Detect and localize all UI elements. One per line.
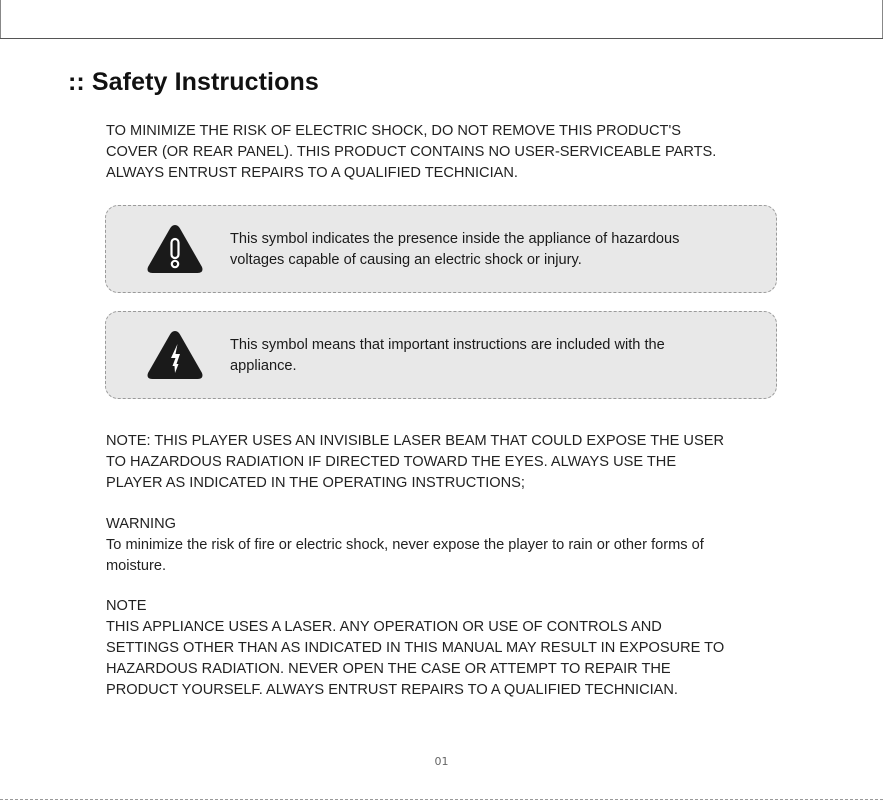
note-line: HAZARDOUS RADIATION. NEVER OPEN THE CASE OR ATTEMPT TO REPAIR THE [106, 661, 671, 677]
exclamation-warning-icon [145, 222, 205, 276]
warning-line: moisture. [106, 558, 167, 574]
note-heading: NOTE [106, 598, 147, 614]
intro-paragraph [106, 121, 796, 184]
lightning-warning-icon [145, 328, 205, 382]
page-title: :: Safety Instructions [68, 68, 319, 96]
symbol-line: This symbol means that important instructions are included with the [230, 337, 665, 353]
header-rule [0, 38, 883, 39]
note-line: THIS APPLIANCE USES A LASER. ANY OPERATION OR USE OF CONTROLS AND [106, 619, 662, 635]
laser-note-line: PLAYER AS INDICATED IN THE OPERATING INSTRUCTIONS; [106, 475, 525, 491]
symbol-line: voltages capable of causing an electric shock or injury. [230, 252, 582, 268]
symbol-box-hazardous-voltage [105, 205, 777, 293]
laser-note-line: NOTE: THIS PLAYER USES AN INVISIBLE LASER BEAM THAT COULD EXPOSE THE USER [106, 433, 724, 449]
page-corner-left [0, 0, 1, 38]
symbol-description [230, 335, 760, 377]
warning-paragraph [106, 535, 796, 577]
page-number: 01 [434, 755, 449, 768]
symbol-line: appliance. [230, 358, 297, 374]
symbol-line: This symbol indicates the presence inside the appliance of hazardous [230, 231, 680, 247]
symbol-box-important-instructions [105, 311, 777, 399]
note-line: PRODUCT YOURSELF. ALWAYS ENTRUST REPAIRS TO A QUALIFIED TECHNICIAN. [106, 682, 678, 698]
note-line: SETTINGS OTHER THAN AS INDICATED IN THIS MANUAL MAY RESULT IN EXPOSURE TO [106, 640, 725, 656]
laser-note-paragraph [106, 431, 796, 494]
intro-line: ALWAYS ENTRUST REPAIRS TO A QUALIFIED TECHNICIAN. [106, 165, 518, 181]
warning-line: To minimize the risk of fire or electric shock, never expose the player to rain or other forms of [106, 537, 704, 553]
intro-line: TO MINIMIZE THE RISK OF ELECTRIC SHOCK, DO NOT REMOVE THIS PRODUCT'S [106, 123, 681, 139]
warning-heading: WARNING [106, 516, 176, 532]
intro-line: COVER (OR REAR PANEL). THIS PRODUCT CONTAINS NO USER-SERVICEABLE PARTS. [106, 144, 717, 160]
note-paragraph [106, 617, 806, 701]
laser-note-line: TO HAZARDOUS RADIATION IF DIRECTED TOWARD THE EYES. ALWAYS USE THE [106, 454, 677, 470]
symbol-description [230, 229, 760, 271]
